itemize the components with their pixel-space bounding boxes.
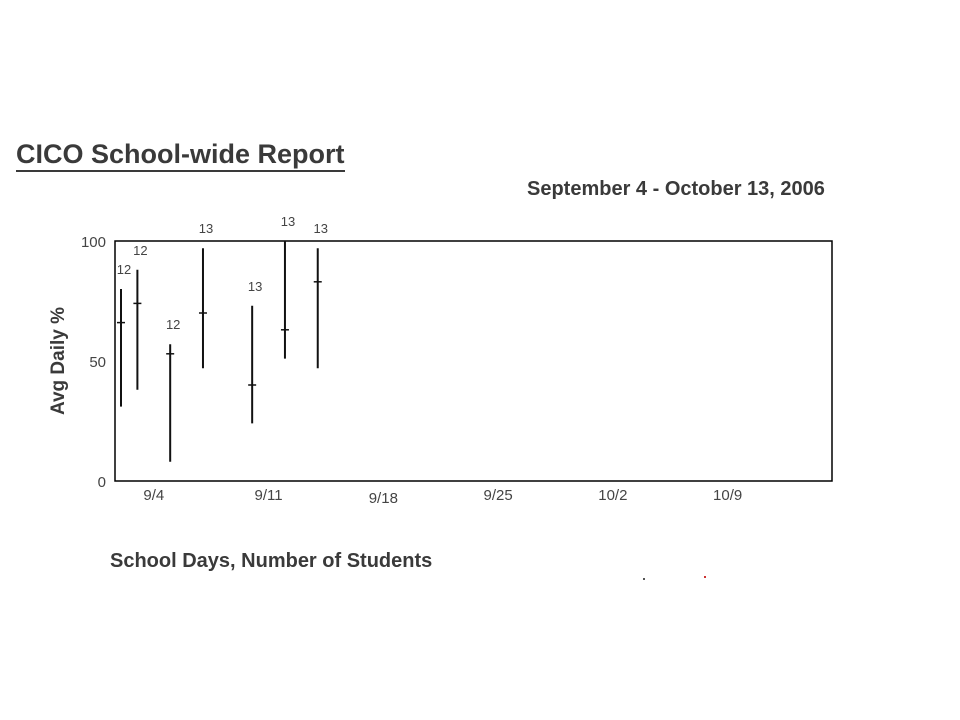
x-tick-label: 9/18 bbox=[368, 490, 398, 507]
x-tick-label: 9/25 bbox=[483, 487, 513, 504]
date-range: September 4 - October 13, 2006 bbox=[527, 178, 825, 200]
student-count-label: 13 bbox=[198, 221, 214, 237]
student-count-label: 13 bbox=[280, 214, 296, 229]
x-axis-label: School Days, Number of Students bbox=[110, 550, 433, 572]
report-title: CICO School-wide Report bbox=[16, 138, 345, 172]
student-count-label: 13 bbox=[313, 221, 328, 237]
x-tick-label: 9/4 bbox=[143, 487, 165, 504]
x-tick-label: 10/2 bbox=[598, 487, 628, 504]
y-tick-label: 0 bbox=[97, 474, 106, 491]
stray-dot bbox=[704, 576, 706, 578]
student-count-label: 12 bbox=[116, 262, 132, 277]
y-tick-label: 100 bbox=[80, 234, 106, 251]
x-tick-label: 10/9 bbox=[713, 487, 743, 504]
y-tick-labels bbox=[81, 234, 106, 491]
student-count-label: 12 bbox=[165, 317, 181, 333]
plot-frame bbox=[115, 241, 832, 481]
y-axis-label: Avg Daily % bbox=[48, 306, 69, 416]
stray-dot bbox=[643, 578, 645, 580]
student-count-label: 12 bbox=[133, 242, 148, 258]
range-bars bbox=[117, 214, 328, 462]
x-tick-label: 9/11 bbox=[254, 487, 283, 504]
student-count-label: 13 bbox=[247, 278, 263, 294]
y-tick-label: 50 bbox=[89, 354, 106, 371]
x-tick-labels bbox=[143, 487, 742, 507]
